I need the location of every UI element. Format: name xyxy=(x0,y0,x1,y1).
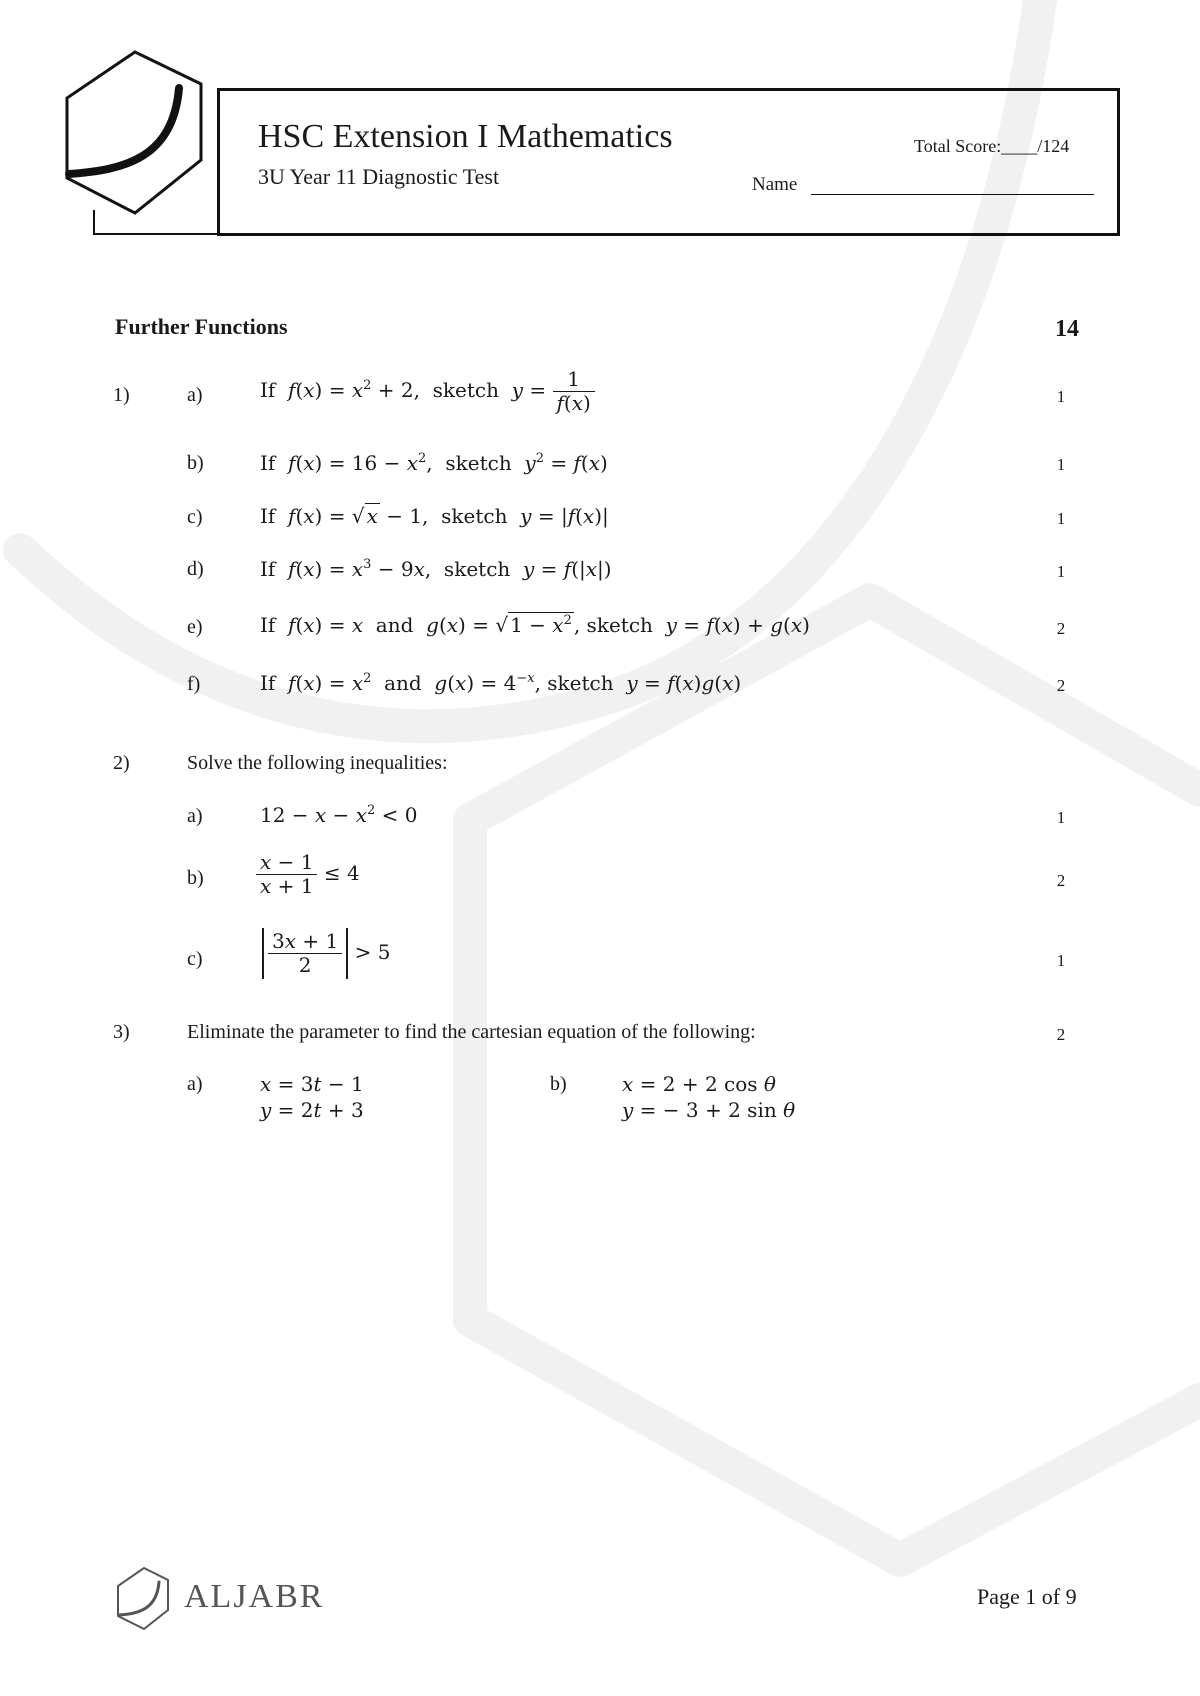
question-1c-expression: If f(x) = √ x − 1, sketch y = |f(x)| xyxy=(260,504,609,528)
question-1b-expression: If $f(x) = 16 - x^2$, sketch $y^2 = f(x)$ xyxy=(260,451,608,475)
marks: 1 xyxy=(1056,562,1066,581)
question-2a-expression: $12 - x - x^2 < 0$ xyxy=(260,803,418,827)
question-1e-expression: If f(x) = x and g(x) = √ $1 - x^2$ , sketch y = f(x) + g(x) xyxy=(260,613,810,637)
total-score-label: Total Score:____/124 xyxy=(914,136,1070,156)
question-3-text: Eliminate the parameter to find the cartesian equation of the following: xyxy=(187,1021,756,1043)
question-1d-expression: If $f(x) = x^3 - 9x$, sketch y = f(|x|) xyxy=(260,557,612,581)
part-label: e) xyxy=(187,616,203,638)
marks: 2 xyxy=(1056,871,1066,890)
marks: 1 xyxy=(1056,455,1066,474)
question-3a-expression: x = 3t − 1 y = 2t + 3 xyxy=(260,1072,364,1122)
name-line[interactable] xyxy=(811,194,1094,195)
question-1a-expression: If $f(x) = x^2 + 2$, sketch y = $\frac{1}{f(x)}$ xyxy=(260,368,595,415)
part-label: a) xyxy=(187,384,203,406)
part-label: b) xyxy=(187,452,204,474)
part-label: a) xyxy=(187,805,203,827)
part-label: b) xyxy=(550,1073,567,1095)
question-number: 3) xyxy=(113,1021,130,1043)
page-number: Page 1 of 9 xyxy=(977,1584,1077,1609)
marks: 2 xyxy=(1056,1025,1066,1044)
section-title: Further Functions xyxy=(115,314,288,339)
marks: 1 xyxy=(1056,951,1066,970)
section-marks: 14 xyxy=(1055,316,1079,342)
question-3b-expression: x = 2 + 2 cos θ y = − 3 + 2 sin θ xyxy=(622,1072,796,1122)
question-2c-expression: $\frac{3x + 1}{2}$ > 5 xyxy=(262,928,390,979)
question-2-text: Solve the following inequalities: xyxy=(187,752,448,774)
part-label: a) xyxy=(187,1073,203,1095)
header-bracket xyxy=(93,210,223,235)
question-number: 1) xyxy=(113,384,130,406)
part-label: d) xyxy=(187,558,204,580)
footer-brand: ALJABR xyxy=(184,1578,325,1615)
page-subtitle: 3U Year 11 Diagnostic Test xyxy=(258,164,500,189)
part-label: b) xyxy=(187,867,204,889)
part-label: c) xyxy=(187,506,203,528)
marks: 2 xyxy=(1056,619,1066,638)
marks: 2 xyxy=(1056,676,1066,695)
header-box xyxy=(217,88,1120,236)
question-number: 2) xyxy=(113,752,130,774)
question-2b-expression: $\frac{x - 1}{x + 1}$ ≤ 4 xyxy=(256,851,360,898)
name-label: Name xyxy=(752,174,798,195)
question-1f-expression: If $f(x) = x^2$ and $g(x) = 4^{-x}$, sketch y = f(x)g(x) xyxy=(260,671,742,695)
footer-logo-icon xyxy=(112,1566,172,1632)
page-title: HSC Extension I Mathematics xyxy=(258,118,673,155)
part-label: c) xyxy=(187,948,203,970)
marks: 1 xyxy=(1056,808,1066,827)
marks: 1 xyxy=(1056,509,1066,528)
marks: 1 xyxy=(1056,387,1066,406)
part-label: f) xyxy=(187,673,201,695)
logo-icon xyxy=(55,48,205,218)
